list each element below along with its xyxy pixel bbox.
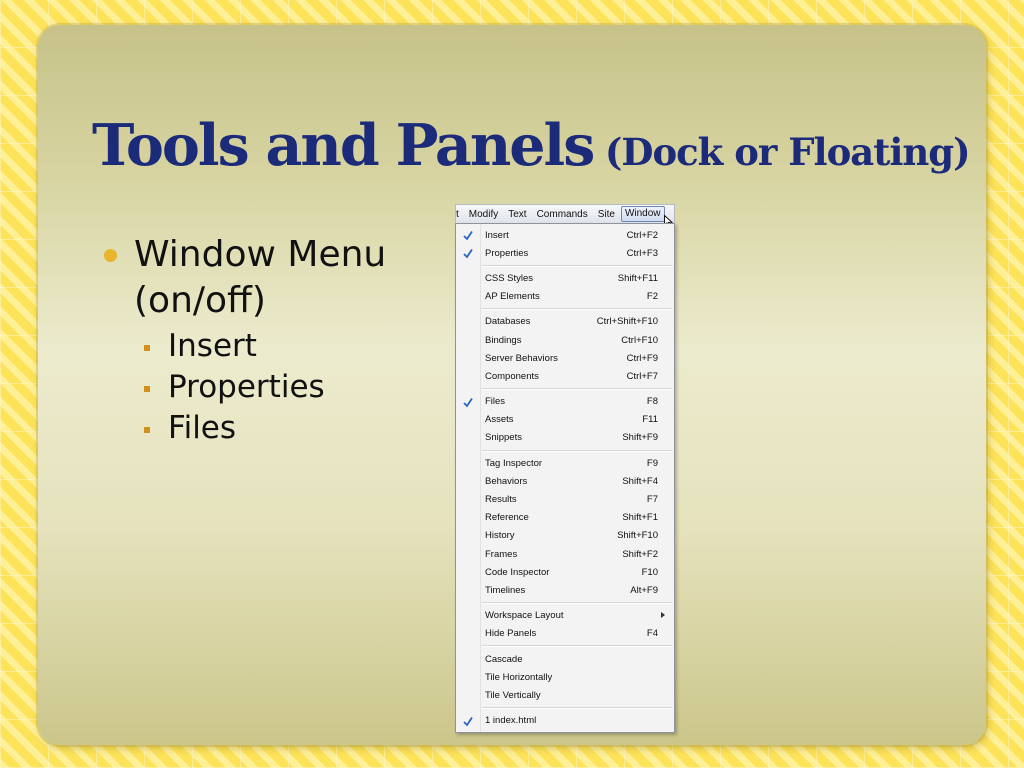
menu-item-label: Server Behaviors xyxy=(485,352,558,364)
menu-item-components[interactable] xyxy=(456,367,674,385)
sub-bullet-text: Properties xyxy=(168,369,325,405)
menu-item-shortcut: Shift+F1 xyxy=(622,512,658,524)
menu-item-snippets[interactable] xyxy=(456,429,674,447)
menu-item-bindings[interactable] xyxy=(456,331,674,349)
menu-item-label: Tile Vertically xyxy=(485,689,541,701)
menu-item-label: Files xyxy=(485,396,506,408)
sub-bullet-properties xyxy=(104,367,434,408)
menu-separator xyxy=(482,308,672,310)
menu-item-label: Workspace Layout xyxy=(485,610,564,622)
sub-bullet-insert xyxy=(104,326,434,367)
menu-item-label: Databases xyxy=(485,316,531,328)
window-dropdown-menu xyxy=(455,223,675,733)
menu-item-shortcut: Ctrl+F3 xyxy=(626,247,658,259)
menu-item-history[interactable] xyxy=(456,527,674,545)
square-bullet-icon xyxy=(144,345,150,351)
checkmark-icon xyxy=(461,396,475,409)
menu-item-label: Frames xyxy=(485,548,518,560)
square-bullet-icon xyxy=(144,427,150,433)
menu-item-label: Reference xyxy=(485,512,529,524)
menu-item-shortcut: F11 xyxy=(642,414,658,426)
menu-item-1-index-html[interactable] xyxy=(456,712,674,730)
bullet-list xyxy=(104,232,434,449)
menu-item-label: Cascade xyxy=(485,653,523,665)
menu-item-label: Tile Horizontally xyxy=(485,671,553,683)
menu-item-code-inspector[interactable] xyxy=(456,563,674,581)
menu-item-tile-vertically[interactable] xyxy=(456,686,674,704)
bullet-main-text: Window Menu (on/off) xyxy=(134,234,387,321)
menu-item-shortcut: Ctrl+F7 xyxy=(626,370,658,382)
menu-item-shortcut: Shift+F11 xyxy=(617,272,658,284)
title-main: Tools and Panels xyxy=(92,112,594,179)
menu-item-label: History xyxy=(485,530,515,542)
slide-title xyxy=(92,112,970,179)
menu-item-label: Snippets xyxy=(485,432,522,444)
menu-item-cascade[interactable] xyxy=(456,650,674,668)
menu-item-label: Tag Inspector xyxy=(485,457,543,469)
menu-item-label: Components xyxy=(485,370,539,382)
menu-item-label: Hide Panels xyxy=(485,628,537,640)
menu-item-databases[interactable] xyxy=(456,313,674,331)
menu-item-label: Timelines xyxy=(485,584,526,596)
menu-item-server-behaviors[interactable] xyxy=(456,349,674,367)
menu-item-insert[interactable] xyxy=(456,226,674,244)
menu-separator xyxy=(482,707,672,709)
menu-item-ap-elements[interactable] xyxy=(456,288,674,306)
menu-item-shortcut: Ctrl+F10 xyxy=(621,334,658,346)
menubar-item-partial[interactable]: t xyxy=(456,208,459,220)
menu-item-label: Behaviors xyxy=(485,475,528,487)
menu-item-shortcut: Ctrl+Shift+F10 xyxy=(596,316,658,328)
sub-bullet-files xyxy=(104,408,434,449)
menu-item-frames[interactable] xyxy=(456,545,674,563)
menu-item-label: AP Elements xyxy=(485,291,540,303)
menu-separator xyxy=(482,450,672,452)
menu-item-label: Bindings xyxy=(485,334,522,346)
menu-item-files[interactable] xyxy=(456,393,674,411)
submenu-arrow-icon xyxy=(661,612,665,618)
menu-item-shortcut: F4 xyxy=(646,628,658,640)
checkmark-icon xyxy=(461,229,475,242)
menu-item-label: Results xyxy=(485,494,517,506)
menu-item-shortcut: F7 xyxy=(646,494,658,506)
menu-item-shortcut: F8 xyxy=(646,396,658,408)
menu-item-shortcut: Shift+F4 xyxy=(622,475,658,487)
menu-item-label: Assets xyxy=(485,414,514,426)
menu-item-behaviors[interactable] xyxy=(456,472,674,490)
menu-item-tile-horizontally[interactable] xyxy=(456,668,674,686)
menu-separator xyxy=(482,265,672,267)
menu-item-shortcut: Shift+F2 xyxy=(622,548,658,560)
menu-item-shortcut: Ctrl+F2 xyxy=(626,229,658,241)
menu-item-reference[interactable] xyxy=(456,509,674,527)
checkmark-icon xyxy=(461,247,475,260)
menu-item-label: Code Inspector xyxy=(485,566,550,578)
menu-item-label: Insert xyxy=(485,229,509,241)
sub-bullet-text: Files xyxy=(168,410,237,446)
menu-item-shortcut: F2 xyxy=(646,291,658,303)
menu-item-assets[interactable] xyxy=(456,411,674,429)
menu-bar xyxy=(455,204,675,223)
bullet-window-menu xyxy=(104,232,434,324)
menu-item-timelines[interactable] xyxy=(456,581,674,599)
menu-item-results[interactable] xyxy=(456,490,674,508)
checkmark-icon xyxy=(461,715,475,728)
menu-item-hide-panels[interactable] xyxy=(456,625,674,643)
square-bullet-icon xyxy=(144,386,150,392)
title-subtitle: (Dock or Floating) xyxy=(604,130,970,174)
menu-item-label: CSS Styles xyxy=(485,272,534,284)
menu-item-shortcut: Shift+F10 xyxy=(617,530,658,542)
menubar-item-site[interactable]: Site xyxy=(597,208,615,220)
menu-item-properties[interactable] xyxy=(456,244,674,262)
menu-item-shortcut: Alt+F9 xyxy=(630,584,658,596)
menu-separator xyxy=(482,645,672,647)
menubar-item-commands[interactable]: Commands xyxy=(536,208,588,220)
menubar-item-text[interactable]: Text xyxy=(508,208,527,220)
menu-item-tag-inspector[interactable] xyxy=(456,454,674,472)
menu-item-label: Properties xyxy=(485,247,529,259)
menu-item-workspace-layout[interactable] xyxy=(456,607,674,625)
menu-separator xyxy=(482,602,672,604)
menu-item-shortcut: Shift+F9 xyxy=(622,432,658,444)
menubar-item-window[interactable]: Window xyxy=(621,206,665,222)
menu-item-shortcut: F10 xyxy=(641,566,658,578)
sub-bullet-list xyxy=(104,326,434,449)
menubar-item-modify[interactable]: Modify xyxy=(468,208,499,220)
menu-item-shortcut: Ctrl+F9 xyxy=(626,352,658,364)
window-menu-screenshot xyxy=(455,204,675,733)
menu-item-css-styles[interactable] xyxy=(456,269,674,287)
menu-separator xyxy=(482,388,672,390)
bullet-dot-icon xyxy=(104,249,117,262)
sub-bullet-text: Insert xyxy=(168,328,257,364)
menu-item-label: 1 index.html xyxy=(485,715,537,727)
menu-item-shortcut: F9 xyxy=(646,457,658,469)
